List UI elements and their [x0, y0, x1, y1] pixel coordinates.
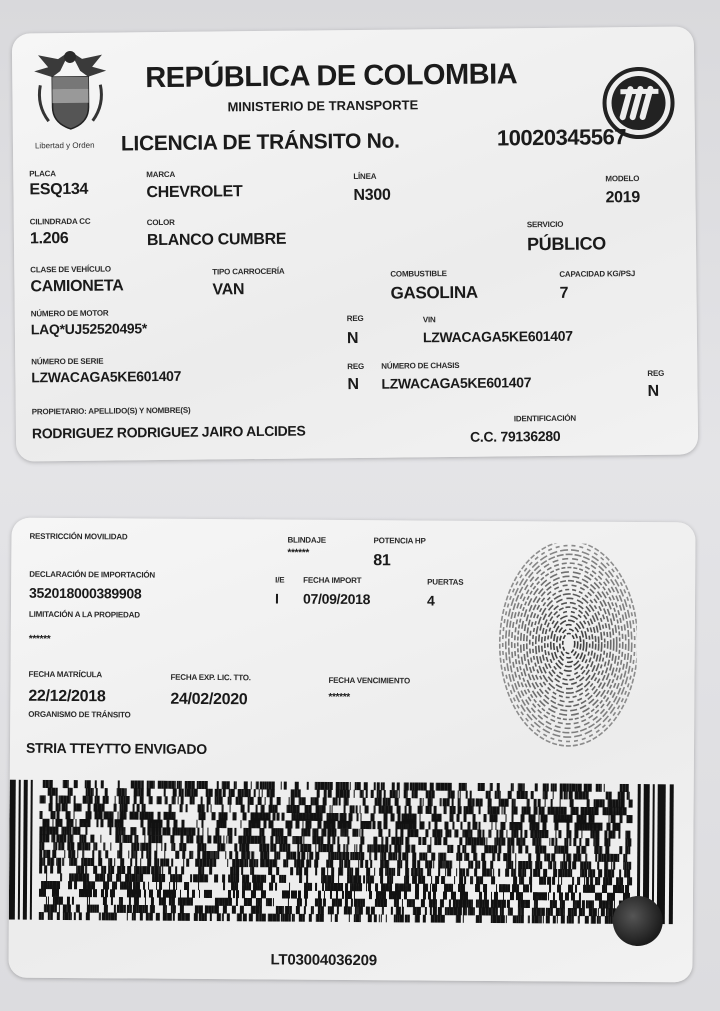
reg-chasis-value: N	[647, 382, 659, 400]
chasis-label: NÚMERO DE CHASIS	[381, 360, 460, 371]
carroceria-label: TIPO CARROCERÍA	[212, 266, 285, 277]
modelo-value: 2019	[605, 189, 641, 207]
propietario-value: RODRIGUEZ RODRIGUEZ JAIRO ALCIDES	[31, 422, 306, 442]
identificacion-value: C.C. 79136280	[469, 427, 561, 445]
chasis-value: LZWACAGA5KE601407	[381, 374, 532, 392]
color-value: BLANCO CUMBRE	[146, 230, 287, 250]
vin-value: LZWACAGA5KE601407	[422, 327, 573, 346]
combustible-label: COMBUSTIBLE	[390, 269, 447, 279]
declaracion-label: DECLARACIÓN DE IMPORTACIÓN	[29, 569, 156, 580]
organismo-value: STRIA TTEYTTO ENVIGADO	[25, 739, 207, 757]
license-label: LICENCIA DE TRÁNSITO No.	[120, 129, 400, 156]
linea-value: N300	[353, 186, 391, 205]
reg-serie-value: N	[347, 375, 359, 394]
coat-of-arms-icon	[30, 45, 111, 142]
restriccion-label: RESTRICCIÓN MOVILIDAD	[29, 531, 128, 542]
puertas-label: PUERTAS	[427, 577, 464, 587]
fecha-import-value: 07/09/2018	[302, 590, 371, 608]
color-label: COLOR	[146, 217, 175, 228]
serie-value: LZWACAGA5KE601407	[31, 367, 182, 386]
capacidad-value: 7	[559, 284, 569, 302]
fecha-venc-label: FECHA VENCIMIENTO	[328, 675, 411, 686]
modelo-label: MODELO	[605, 174, 640, 184]
fecha-venc-value: ******	[328, 691, 350, 703]
identificacion-label: IDENTIFICACIÓN	[513, 413, 576, 424]
barcode-icon	[9, 780, 678, 925]
potencia-value: 81	[373, 552, 391, 570]
clase-label: CLASE DE VEHÍCULO	[30, 264, 111, 275]
cilindrada-value: 1.206	[29, 230, 69, 248]
cilindrada-label: CILINDRADA CC	[29, 216, 91, 227]
fecha-exp-value: 24/02/2020	[170, 690, 248, 709]
coat-motto: Libertad y Orden	[34, 140, 95, 151]
fecha-import-label: FECHA IMPORT	[303, 575, 362, 586]
puertas-value: 4	[426, 592, 435, 609]
blindaje-value: ******	[287, 547, 309, 559]
ie-label: I/E	[275, 575, 285, 585]
motor-label: NÚMERO DE MOTOR	[30, 308, 109, 319]
marca-value: CHEVROLET	[146, 183, 243, 202]
motor-value: LAQ*UJ52520495*	[30, 320, 148, 338]
fingerprint-icon	[498, 543, 637, 752]
fecha-exp-label: FECHA EXP. LIC. TTO.	[170, 672, 251, 683]
servicio-label: SERVICIO	[526, 219, 564, 230]
servicio-value: PÚBLICO	[526, 233, 607, 255]
reg-chasis-label: REG	[647, 368, 665, 378]
country-title: REPÚBLICA DE COLOMBIA	[145, 58, 518, 95]
license-front-card	[12, 26, 698, 461]
fecha-matricula-label: FECHA MATRÍCULA	[28, 669, 102, 680]
ministry-subtitle: MINISTERIO DE TRANSPORTE	[227, 97, 419, 115]
limitacion-value: ******	[28, 633, 51, 645]
reg-motor-value: N	[346, 329, 359, 348]
placa-label: PLACA	[29, 169, 56, 179]
clase-value: CAMIONETA	[30, 277, 124, 296]
linea-label: LÍNEA	[353, 171, 377, 182]
ie-value: I	[275, 590, 279, 607]
license-back-card	[8, 518, 695, 983]
hologram-seal-icon	[613, 896, 663, 946]
reg-serie-label: REG	[347, 361, 365, 372]
reg-motor-label: REG	[346, 313, 364, 324]
declaracion-value: 352018000389908	[29, 584, 142, 602]
serie-label: NÚMERO DE SERIE	[31, 356, 104, 367]
organismo-label: ORGANISMO DE TRÁNSITO	[28, 709, 131, 720]
barcode-code: LT03004036209	[270, 951, 377, 970]
combustible-value: GASOLINA	[390, 282, 478, 303]
limitacion-label: LIMITACIÓN A LA PROPIEDAD	[28, 609, 140, 620]
placa-value: ESQ134	[29, 180, 89, 199]
carroceria-value: VAN	[212, 281, 245, 299]
license-number: 10020345567	[496, 124, 627, 151]
blindaje-label: BLINDAJE	[287, 535, 326, 545]
propietario-label: PROPIETARIO: APELLIDO(S) Y NOMBRE(S)	[31, 405, 191, 417]
potencia-label: POTENCIA HP	[373, 536, 426, 546]
fecha-matricula-value: 22/12/2018	[28, 687, 106, 706]
vin-label: VIN	[422, 315, 436, 325]
marca-label: MARCA	[146, 169, 176, 180]
capacidad-label: CAPACIDAD KG/PSJ	[559, 269, 636, 279]
